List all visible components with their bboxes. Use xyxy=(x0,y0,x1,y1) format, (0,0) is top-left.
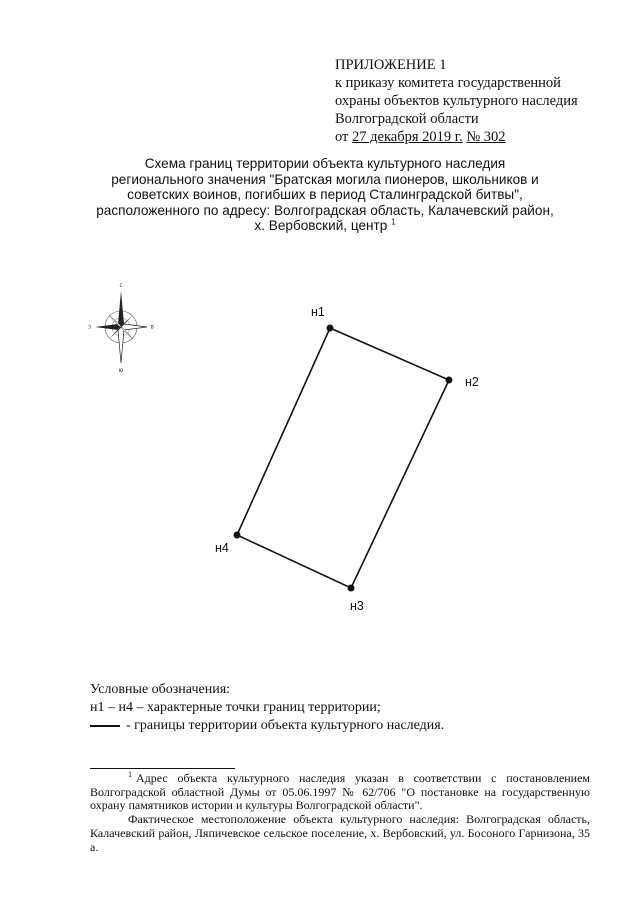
appendix-date: 27 декабря 2019 г. xyxy=(352,129,463,145)
svg-text:С: С xyxy=(119,283,123,288)
boundary-point-h3[interactable] xyxy=(348,585,355,592)
legend-heading: Условные обозначения: xyxy=(90,682,231,697)
footnote xyxy=(90,772,590,854)
appendix-line-3: Волгоградской области xyxy=(335,111,479,127)
legend-boundary-text: - границы территории объекта культурного наследия. xyxy=(126,718,445,733)
legend xyxy=(90,681,444,735)
scheme-title-line-5-text: х. Вербовский, центр xyxy=(254,218,388,234)
svg-text:В: В xyxy=(151,324,154,330)
point-label-h3: н3 xyxy=(350,599,364,613)
compass-rose-icon xyxy=(88,283,154,373)
scheme-title-line-1: Схема границ территории объекта культурного наследия xyxy=(144,156,506,171)
svg-text:З: З xyxy=(88,324,91,330)
boundary-point-h4[interactable] xyxy=(234,532,241,539)
legend-line-swatch xyxy=(90,725,120,727)
scheme-title-line-2: регионального значения "Братская могила пионеров, школьников и xyxy=(111,171,539,187)
footnote-paragraph-2 xyxy=(90,813,590,854)
appendix-date-prefix: от xyxy=(335,129,353,145)
point-label-h1: н1 xyxy=(311,305,325,319)
svg-text:Ю: Ю xyxy=(118,368,124,373)
point-label-h2: н2 xyxy=(465,375,479,389)
footnote-paragraph-1 xyxy=(90,772,590,813)
appendix-title: ПРИЛОЖЕНИЕ 1 xyxy=(335,57,447,73)
territory-boundary xyxy=(237,328,449,588)
footnote-text-2: Фактическое местоположение объекта культурного наследия: Волгоградская область, Калачевский район, Ляпичевское сельское поселение, х. Вербовский, ул. Босоного Гарнизона, 35 а. xyxy=(90,812,590,854)
footnote-mark: 1 xyxy=(128,770,132,779)
legend-points: н1 – н4 – характерные точки границ территории; xyxy=(90,700,381,715)
appendix-line-1: к приказу комитета государственной xyxy=(335,75,561,91)
footnote-reference[interactable]: 1 xyxy=(391,217,396,227)
boundary-point-h2[interactable] xyxy=(446,377,453,384)
scheme-title-line-4: расположенного по адресу: Волгоградская область, Калачевский район, xyxy=(96,202,554,218)
appendix-number: № 302 xyxy=(466,129,506,145)
scheme-title-line-3: советских воинов, погибших в период Сталинградской битвы", xyxy=(127,187,523,203)
footnote-separator xyxy=(90,768,235,769)
point-label-h4: н4 xyxy=(215,541,229,555)
appendix-line-2: охраны объектов культурного наследия xyxy=(335,93,578,109)
footnote-text-1: Адрес объекта культурного наследия указан в соответствии с постановлением Волгоградской областной Думы от 05.06.1997 № 62/706 "О постановке на государственную охрану памятников истории и культуры Волгоградской области". xyxy=(90,771,590,813)
legend-boundary-row xyxy=(90,717,444,735)
boundary-point-h1[interactable] xyxy=(327,325,334,332)
